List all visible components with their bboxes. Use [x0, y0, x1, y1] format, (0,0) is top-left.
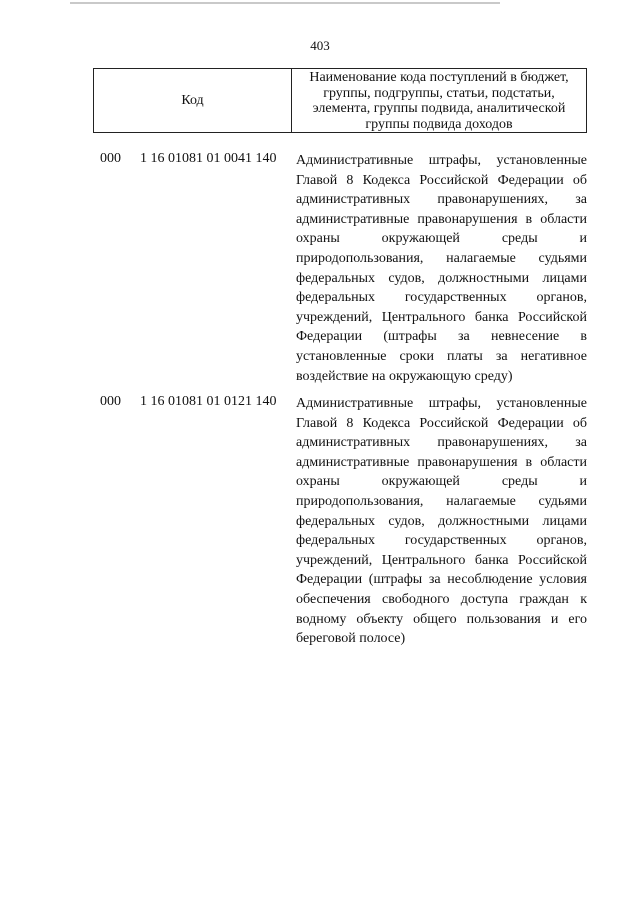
description-line: учреждений, Центрального банка Российской	[296, 552, 587, 568]
description-line: Федерации (штрафы за невнесение в	[296, 329, 587, 345]
description-line: береговой полосе)	[296, 631, 406, 647]
income-code: 1 16 01081 01 0121 140	[140, 394, 277, 409]
description-line: Административные штрафы, установленные	[296, 153, 587, 168]
header-code-cell: Код	[94, 69, 292, 132]
description-line: водному объекту общего пользования и его	[296, 611, 587, 627]
description-line: федеральных государственных органов,	[296, 290, 587, 306]
description-line: воздействие на окружающую среду)	[296, 368, 513, 384]
page-number: 403	[310, 38, 330, 53]
income-code: 1 16 01081 01 0041 140	[140, 151, 277, 166]
description-line: Главой 8 Кодекса Российской Федерации об	[296, 415, 587, 431]
header-name-line: группы подвида доходов	[365, 116, 513, 132]
admin-code: 000	[100, 394, 121, 409]
description-line: административные правонарушения в области	[296, 454, 587, 470]
description-line: установленные сроки платы за негативное	[296, 348, 587, 364]
admin-code: 000	[100, 151, 121, 166]
header-name-line: элемента, группы подвида, аналитической	[312, 101, 566, 116]
description-line: охраны окружающей среды и	[296, 474, 587, 490]
description-line: обеспечения свободного доступа граждан к	[296, 591, 587, 607]
description-line: федеральных государственных органов,	[296, 533, 587, 549]
description-line: Главой 8 Кодекса Российской Федерации об	[296, 172, 587, 188]
income-description	[296, 394, 587, 649]
description-line: Административные штрафы, установленные	[296, 396, 587, 411]
description-line: административные правонарушения в области	[296, 211, 587, 227]
description-line: учреждений, Центрального банка Российской	[296, 309, 587, 325]
scan-edge-line	[70, 2, 500, 4]
header-name-line: Наименование кода поступлений в бюджет,	[309, 70, 569, 85]
description-line: Федерации (штрафы за несоблюдение условия	[296, 572, 587, 588]
description-line: федеральных судов, должностными лицами	[296, 513, 587, 529]
header-name-cell	[292, 69, 586, 132]
description-line: природопользования, налагаемые судьями	[296, 493, 587, 509]
description-line: административных правонарушениях, за	[296, 192, 587, 208]
income-description	[296, 151, 587, 386]
description-line: административных правонарушениях, за	[296, 435, 587, 451]
description-line: охраны окружающей среды и	[296, 231, 587, 247]
description-line: федеральных судов, должностными лицами	[296, 270, 587, 286]
description-line: природопользования, налагаемые судьями	[296, 250, 587, 266]
header-name-line: группы, подгруппы, статьи, подстатьи,	[323, 85, 555, 101]
header-table	[93, 68, 587, 133]
